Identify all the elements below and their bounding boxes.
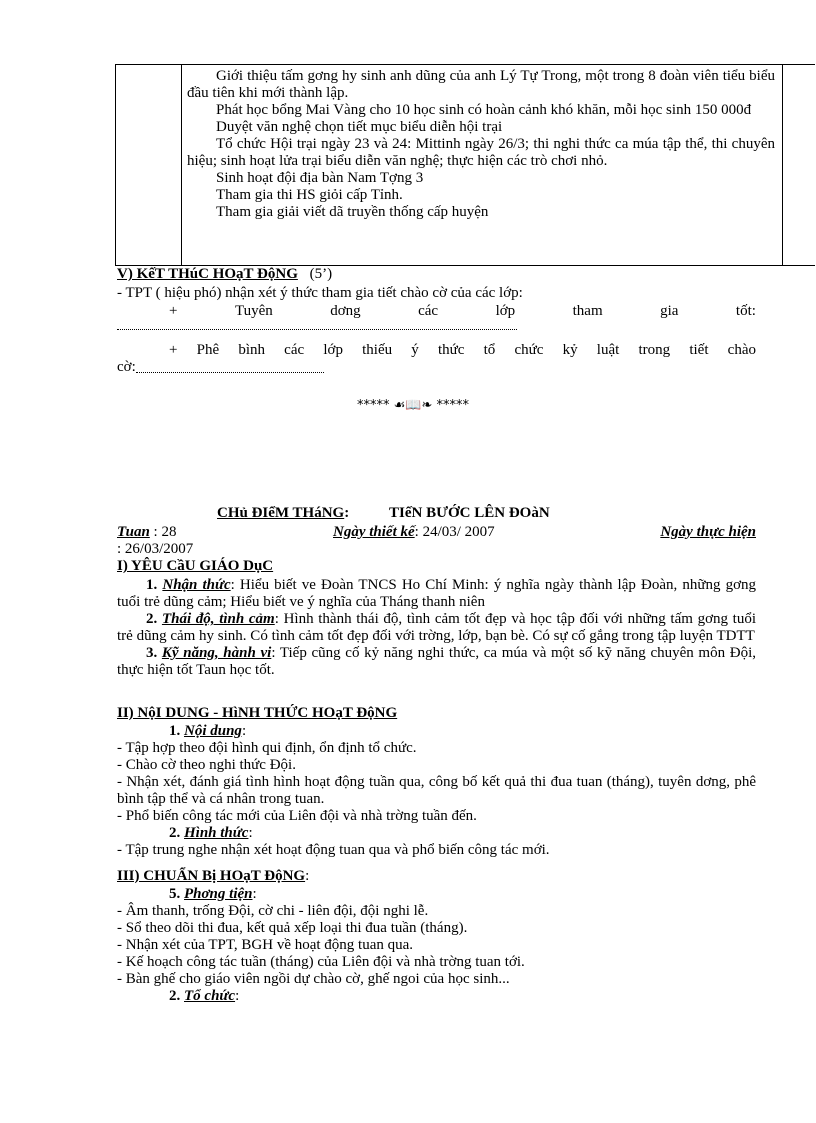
item-text: : Tiếp cũng cố kỷ năng nghi thức, ca múa và một số kỹ năng chuyên môn Đội, thực hiện tốt Taun học tốt. — [117, 645, 756, 678]
section-3-title: III) CHUẨN Bị HOạT ĐộNG — [117, 868, 306, 884]
criticize-prefix: cờ: — [117, 359, 136, 375]
meta-row — [117, 524, 756, 541]
table-line: Sinh hoạt đội địa bàn Nam Tợng 3 — [216, 170, 424, 186]
subheading-equipment — [117, 886, 756, 903]
item-text: : Hiểu biết ve Đoàn TNCS Ho Chí Minh: ý nghĩa ngày thành lập Đoàn, những gơng tuổi trẻ dũng cảm; Hiểu biết ve ý nghĩa của Tháng thanh niên — [117, 577, 756, 610]
table-border-col — [181, 65, 182, 265]
ornament-divider: ***** ☙📖❧ ***** — [357, 398, 469, 413]
week-label: Tuan — [117, 524, 150, 540]
criticize-line: + Phê bình các lớp thiếu ý thức tổ chức kỷ luật trong tiết chào — [169, 342, 756, 358]
sub-title: Nội dung — [184, 723, 242, 739]
sub-title: Hình thức — [184, 825, 249, 841]
list-item: - Kế hoạch công tác tuần (tháng) của Liên đội và nhà trờng tuan tới. — [117, 954, 525, 970]
list-item: - Tập trung nghe nhận xét hoạt động tuan qua và phổ biến công tác mới. — [117, 842, 550, 858]
sub-colon: : — [241, 723, 247, 739]
theme-colon: : — [344, 505, 350, 521]
table-line: Tham gia giải viết dã truyền thống cấp huyện — [216, 204, 489, 220]
item-knowledge — [117, 577, 756, 611]
table-cell-content — [187, 68, 775, 221]
section-1-body — [117, 577, 756, 679]
sub-colon: : — [252, 886, 257, 902]
list-item: - Nhận xét của TPT, BGH về hoạt động tuan qua. — [117, 937, 414, 953]
sub-colon: : — [235, 988, 240, 1004]
table-line: Duyệt văn nghệ chọn tiết mục biểu diễn hội trại — [216, 119, 503, 135]
praise-line — [117, 303, 756, 320]
item-title: Kỹ năng, hành vi — [161, 645, 272, 661]
item-number: 3. — [146, 645, 162, 661]
sub-number: 5. — [169, 886, 184, 902]
section-5-line: - TPT ( hiệu phó) nhận xét ý thức tham gia tiết chào cờ của các lớp: — [117, 285, 523, 301]
sub-title: Phơng tiện — [184, 886, 253, 902]
sub-colon: : — [248, 825, 253, 841]
subheading-form — [117, 825, 756, 842]
item-number: 1. — [146, 577, 163, 593]
item-number: 2. — [146, 611, 162, 627]
week-value: : 28 — [153, 524, 177, 540]
section-5-title: V) KếT THúC HOạT ĐộNG — [117, 266, 298, 282]
subheading-organization — [117, 988, 756, 1005]
design-date-label: Ngày thiết kế — [333, 524, 415, 540]
table-line: Tổ chức Hội trại ngày 23 và 24: Mittinh ngày 26/3; thi nghi thức ca múa tập thể, thi chuyên hiệu; sinh hoạt lửa trại biểu diễn văn nghệ; thực hiện các trò chơi nhỏ. — [187, 136, 775, 169]
item-title: Nhận thức — [162, 577, 231, 593]
table-border-col-right — [782, 65, 783, 265]
theme-title — [217, 505, 550, 522]
exec-date-label: Ngày thực hiện — [660, 524, 756, 540]
section-3-heading — [117, 868, 309, 885]
list-item: - Âm thanh, trống Đội, cờ chi - liên đội, đội nghi lễ. — [117, 903, 429, 919]
table-line: Phát học bổng Mai Vàng cho 10 học sinh có hoàn cảnh khó khăn, mỗi học sinh 150 000đ — [216, 102, 752, 118]
exec-date-value: : 26/03/2007 — [117, 541, 194, 557]
section-3-body — [117, 886, 756, 1005]
sub-number: 2. — [169, 825, 184, 841]
criticize-line-end — [117, 359, 756, 376]
list-item: - Chào cờ theo nghi thức Đội. — [117, 757, 296, 773]
design-date — [333, 524, 495, 541]
item-text: : Hình thành thái độ, tình cảm tốt đẹp và học tập đối với những tấm gơng tuổi trẻ dũng cảm hy sinh. Có tình cảm tốt đẹp đối với trờng, lớp, bạn bè. Có sự cố gắng trong tập luyện TDTT — [117, 611, 757, 644]
sub-number: 2. — [169, 988, 184, 1004]
praise-word: dơng — [330, 303, 361, 319]
dotted-fill-line — [136, 371, 324, 373]
table-line: Giới thiệu tấm gơng hy sinh anh dũng của anh Lý Tự Trong, một trong 8 đoàn viên tiểu biểu đầu tiên khi mới thành lập. — [187, 68, 775, 101]
praise-word: lớp — [495, 303, 516, 319]
section-5-heading — [117, 266, 332, 283]
dotted-fill-line — [117, 328, 517, 330]
table-line: Tham gia thi HS giỏi cấp Tỉnh. — [216, 187, 403, 203]
section-2-body — [117, 723, 756, 859]
item-attitude — [117, 611, 756, 645]
praise-word: + — [169, 303, 178, 319]
table-border-left — [115, 65, 116, 265]
praise-word: gia — [660, 303, 679, 319]
list-item: - Tập hợp theo đội hình qui định, ổn định tổ chức. — [117, 740, 417, 756]
list-item: - Phổ biến công tác mới của Liên đội và nhà trờng tuần đến. — [117, 808, 477, 824]
praise-word: các — [418, 303, 439, 319]
design-date-value: : 24/03/ 2007 — [414, 524, 495, 540]
list-item: - Sổ theo dõi thi đua, kết quả xếp loại thi đua tuần (tháng). — [117, 920, 468, 936]
section-5-time: (5’) — [309, 266, 333, 282]
section-3-colon: : — [305, 868, 310, 884]
praise-word: tốt: — [735, 303, 756, 319]
list-item: - Nhận xét, đánh giá tình hình hoạt động tuần qua, công bố kết quả thi đua tuan (tháng), tuyên dơng, phê bình tập thể và cá nhân trong tuan. — [117, 774, 756, 807]
section-5-body — [117, 285, 756, 376]
praise-word: tham — [572, 303, 603, 319]
item-title: Thái độ, tình cảm — [161, 611, 275, 627]
activity-table — [115, 64, 815, 266]
section-1-title: I) YÊU CầU GIÁO DụC — [117, 558, 274, 574]
sub-title: Tổ chức — [184, 988, 236, 1004]
theme-label: CHủ ĐIểM THáNG — [217, 505, 345, 521]
sub-number: 1. — [169, 723, 184, 739]
subheading-content — [117, 723, 756, 740]
list-item: - Bàn ghế cho giáo viên ngồi dự chào cờ, ghế ngoi của học sinh... — [117, 971, 510, 987]
section-2-title: II) NộI DUNG - HìNH THỨC HOạT ĐộNG — [117, 705, 398, 721]
praise-word: Tuyên — [234, 303, 273, 319]
item-skills — [117, 645, 756, 679]
theme-value: TIếN BƯỚC LÊN ĐOàN — [388, 505, 550, 521]
